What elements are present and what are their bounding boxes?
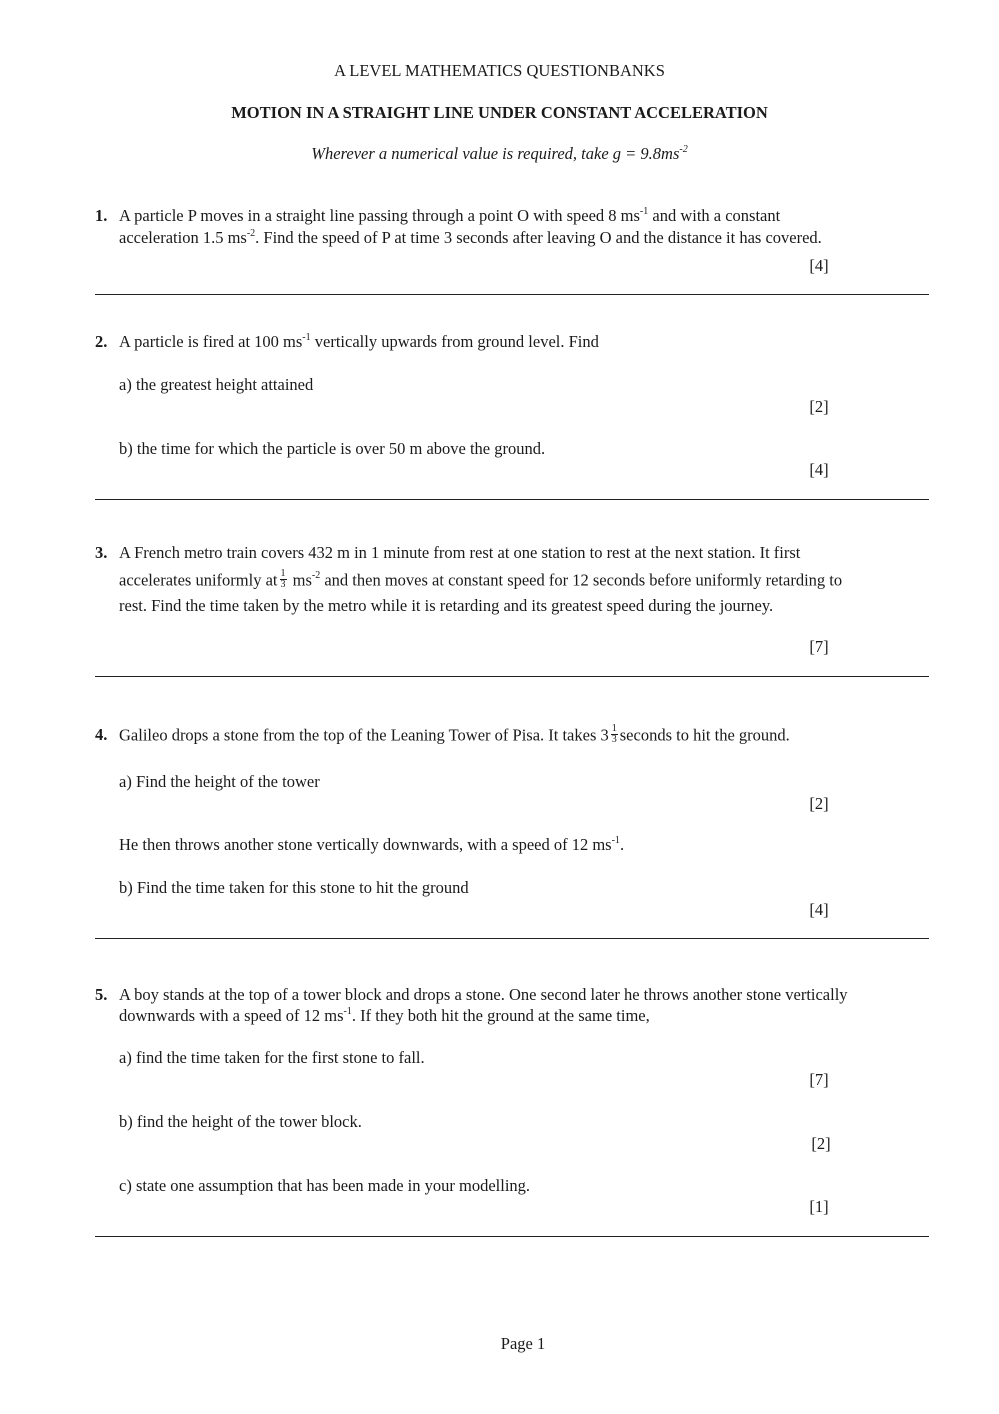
page-number: Page 1 (500, 1334, 546, 1353)
q4-line1 (95, 723, 790, 747)
q4-part-b-marks: [4] (809, 900, 829, 919)
q3-line2 (119, 568, 843, 592)
fraction-denominator: 3 (280, 579, 286, 590)
q2-line1-text: A particle is fired at 100 ms (119, 332, 303, 351)
q2-part-a-marks: [2] (809, 397, 829, 416)
q1-line1 (95, 208, 780, 225)
q1-marks: [4] (809, 256, 829, 275)
q5-part-c: c) state one assumption that has been made in your modelling. (119, 1176, 531, 1195)
divider (95, 1236, 929, 1237)
q2-part-b-marks: [4] (809, 460, 829, 479)
q5-number: 5. (95, 985, 108, 1004)
q5-part-c-marks: [1] (809, 1197, 829, 1216)
q3-line2-end: and then moves at constant speed for 12 seconds before uniformly retarding to (320, 570, 843, 590)
q1-line2-sup: -2 (246, 228, 256, 239)
gravity-note-text: Wherever a numerical value is required, take g = 9.8ms (311, 144, 680, 163)
q3-line2-text: accelerates uniformly at (119, 570, 278, 590)
q4-statement-end: . (619, 835, 625, 854)
fraction-numerator: 1 (280, 568, 286, 579)
document-title: A LEVEL MATHEMATICS QUESTIONBANKS (334, 61, 665, 80)
q2-line1 (95, 334, 599, 351)
q2-number: 2. (95, 332, 108, 351)
divider (95, 294, 929, 295)
fraction-denominator: 3 (611, 734, 617, 745)
q4-part-a-marks: [2] (809, 794, 829, 813)
q5-part-a: a) find the time taken for the first stone to fall. (119, 1048, 425, 1067)
q3-marks: [7] (809, 637, 829, 656)
q5-part-b-marks: [2] (811, 1134, 831, 1153)
q5-part-b: b) find the height of the tower block. (119, 1112, 362, 1131)
q2-line1-end: vertically upwards from ground level. Find (310, 332, 599, 351)
q2-part-a: a) the greatest height attained (119, 375, 314, 394)
divider (95, 499, 929, 500)
q1-line2-end: . Find the speed of P at time 3 seconds after leaving O and the distance it has covered. (255, 228, 822, 247)
q1-line1-end: and with a constant (648, 206, 781, 225)
one-third-fraction (611, 724, 618, 745)
q5-line2-text: downwards with a speed of 12 ms (119, 1006, 344, 1025)
one-third-fraction (280, 569, 287, 590)
q4-line1-end: seconds to hit the ground. (619, 725, 790, 745)
q4-statement-text: He then throws another stone vertically downwards, with a speed of 12 ms (119, 835, 612, 854)
q1-line1-text: A particle P moves in a straight line passing through a point O with speed 8 ms (119, 206, 640, 225)
q5-part-a-marks: [7] (809, 1070, 829, 1089)
gravity-note (0, 146, 999, 163)
q5-line1-text: A boy stands at the top of a tower block and drops a stone. One second later he throws another stone vertically (119, 985, 848, 1004)
q1-line2-text: acceleration 1.5 ms (119, 228, 247, 247)
fraction-numerator: 1 (611, 723, 617, 734)
q4-part-a: a) Find the height of the tower (119, 772, 320, 791)
q4-line1-text: Galileo drops a stone from the top of the Leaning Tower of Pisa. It takes 3 (119, 725, 609, 745)
q2-line1-sup: -1 (302, 332, 311, 343)
document-subtitle: MOTION IN A STRAIGHT LINE UNDER CONSTANT ACCELERATION (231, 103, 768, 122)
q5-line1 (95, 987, 848, 1004)
q4-number: 4. (95, 725, 108, 745)
q1-number: 1. (95, 206, 108, 225)
q1-line1-sup: -1 (639, 206, 649, 217)
q4-statement (119, 837, 624, 854)
q5-line2-sup: -1 (343, 1006, 352, 1017)
divider (95, 938, 929, 939)
q2-part-b: b) the time for which the particle is over 50 m above the ground. (119, 439, 546, 458)
q3-line2-sup: -2 (311, 570, 321, 582)
q5-line2 (119, 1008, 650, 1025)
q3-line1 (95, 545, 800, 562)
q5-line2-end: . If they both hit the ground at the same time, (351, 1006, 650, 1025)
q1-line2 (119, 230, 822, 247)
q3-number: 3. (95, 543, 108, 562)
q4-statement-sup: -1 (611, 835, 620, 846)
gravity-note-sup: -2 (679, 144, 688, 155)
divider (95, 676, 929, 677)
q3-line3: rest. Find the time taken by the metro while it is retarding and its greatest speed during the journey. (119, 596, 774, 615)
q3-line1-text: A French metro train covers 432 m in 1 minute from rest at one station to rest at the next station. It first (119, 543, 801, 562)
q4-part-b: b) Find the time taken for this stone to hit the ground (119, 878, 469, 897)
q3-line2-unit: ms (288, 570, 312, 590)
